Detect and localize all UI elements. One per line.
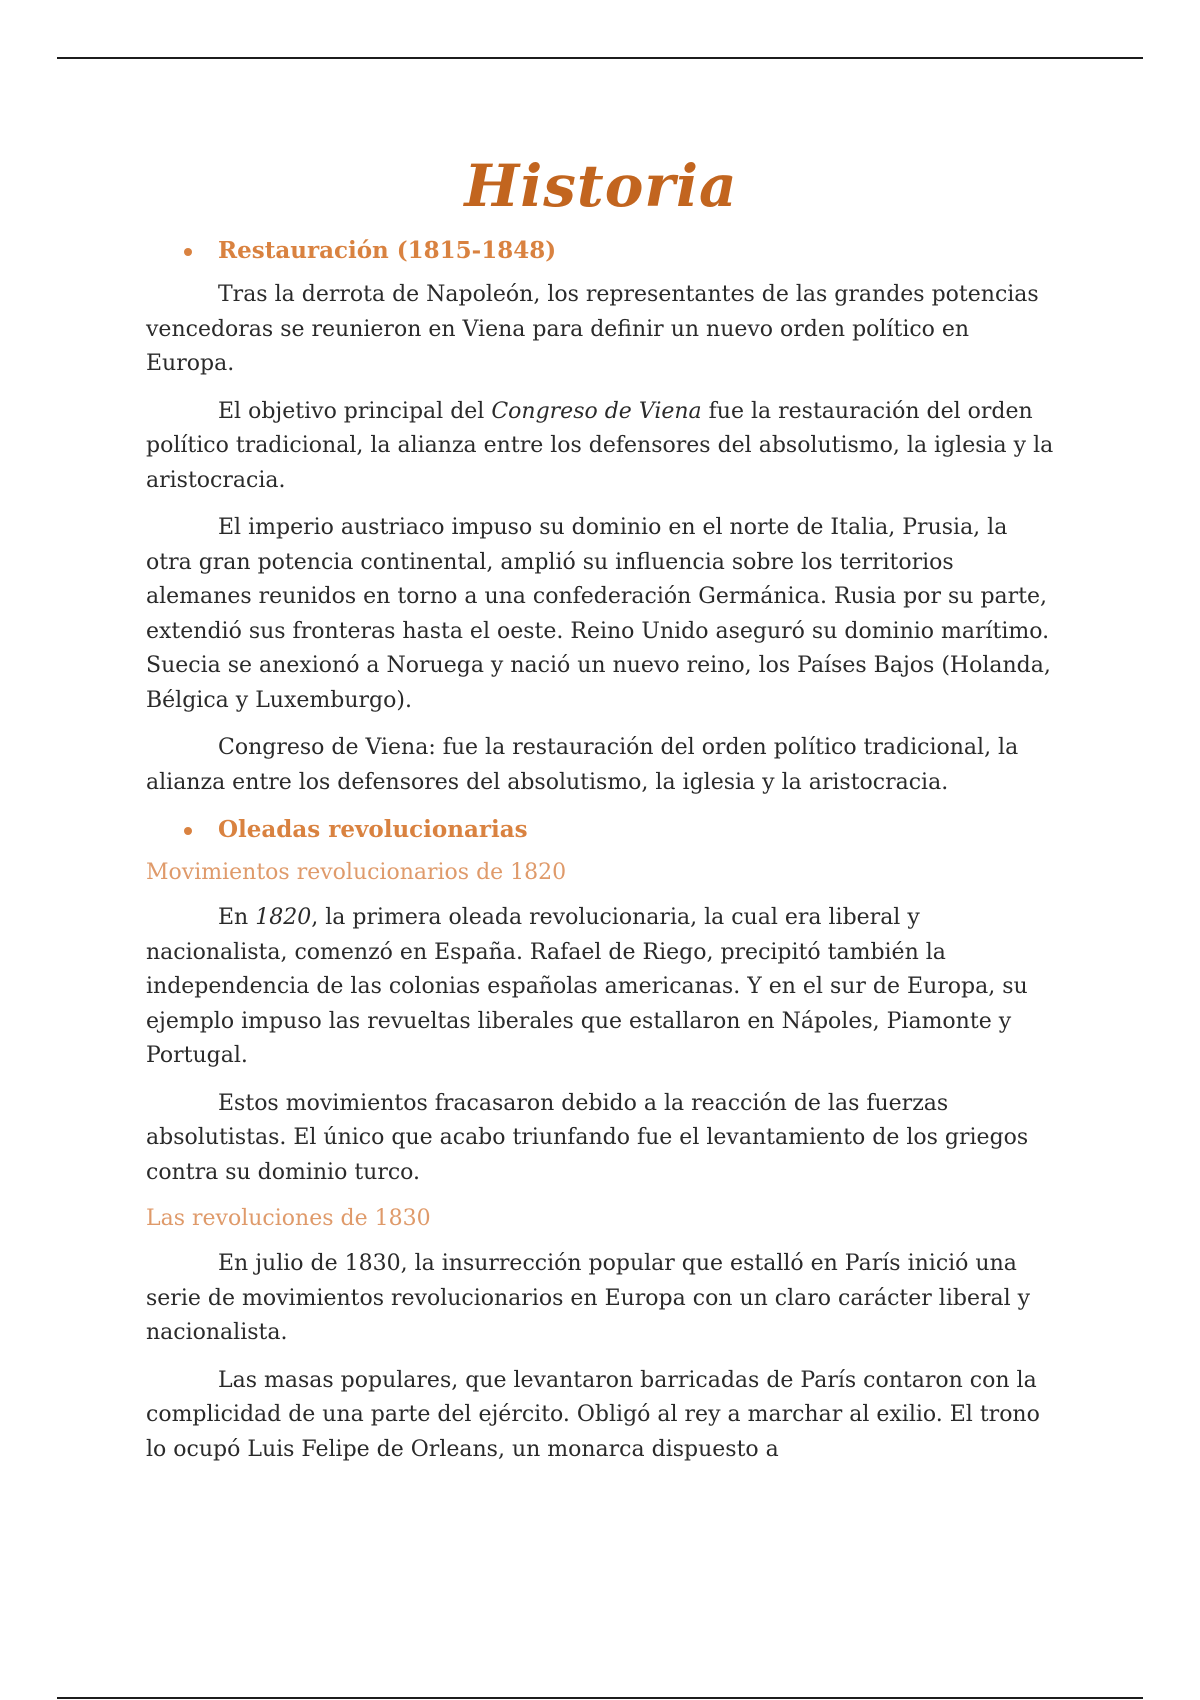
paragraph-text: El objetivo principal del	[218, 398, 492, 424]
subheading-1820: Movimientos revolucionarios de 1820	[146, 860, 567, 885]
page-title: Historia	[464, 152, 738, 220]
paragraph-text: En	[218, 905, 256, 930]
top-rule	[57, 57, 1143, 59]
section-heading-label: Oleadas revolucionarias	[218, 816, 528, 843]
paragraph	[146, 395, 1056, 499]
paragraph: Las masas populares, que levantaron barricadas de París contaron con la complicidad de una parte del ejército. Obligó al rey a marchar al exilio. El trono lo ocupó Luis Felipe de Orleans, un monarca dispuesto a	[146, 1367, 1040, 1462]
paragraph: En julio de 1830, la insurrección popular que estalló en París inició una serie de movimientos revolucionarios en Europa con un claro carácter liberal y nacionalista.	[146, 1251, 1031, 1345]
paragraph-text: , la primera oleada revolucionaria, la cual era liberal y nacionalista, comenzó en España. Rafael de Riego, precipitó también la independencia de las colonias españolas americanas. Y en el sur de Europa, su ejemplo impuso las revueltas liberales que estallaron en Nápoles, Piamonte y Portugal.	[146, 905, 1028, 1068]
emphasis-text: 1820	[255, 905, 312, 930]
section-heading-restauracion	[146, 234, 1056, 268]
bottom-rule	[57, 1697, 1143, 1699]
subheading-1830: Las revoluciones de 1830	[146, 1206, 431, 1231]
bullet-icon	[184, 827, 192, 835]
paragraph: Tras la derrota de Napoleón, los representantes de las grandes potencias vencedoras se reunieron en Viena para definir un nuevo orden político en Europa.	[146, 282, 1039, 376]
paragraph	[146, 901, 1056, 1074]
paragraph: Estos movimientos fracasaron debido a la reacción de las fuerzas absolutistas. El único que acabo triunfando fue el levantamiento de los griegos contra su dominio turco.	[146, 1090, 1029, 1185]
bullet-icon	[184, 248, 192, 256]
emphasis-text: Congreso de Viena	[491, 398, 702, 424]
paragraph-text: fue la restauración del orden político tradicional, la alianza entre los defensores del absolutismo, la iglesia y la aristocracia.	[146, 398, 1054, 493]
paragraph: El imperio austriaco impuso su dominio en el norte de Italia, Prusia, la otra gran potencia continental, amplió su influencia sobre los territorios alemanes reunidos en torno a una confederación Germánica. Rusia por su parte, extendió sus fronteras hasta el oeste. Reino Unido aseguró su dominio marítimo. Suecia se anexionó a Noruega y nació un nuevo reino, los Países Bajos (Holanda, Bélgica y Luxemburgo).	[146, 515, 1051, 713]
paragraph: Congreso de Viena: fue la restauración del orden político tradicional, la alianza entre los defensores del absolutismo, la iglesia y la aristocracia.	[146, 735, 1019, 795]
document-page	[146, 150, 1056, 1480]
section-heading-label: Restauración (1815-1848)	[218, 237, 557, 264]
section-heading-oleadas	[146, 813, 1056, 847]
